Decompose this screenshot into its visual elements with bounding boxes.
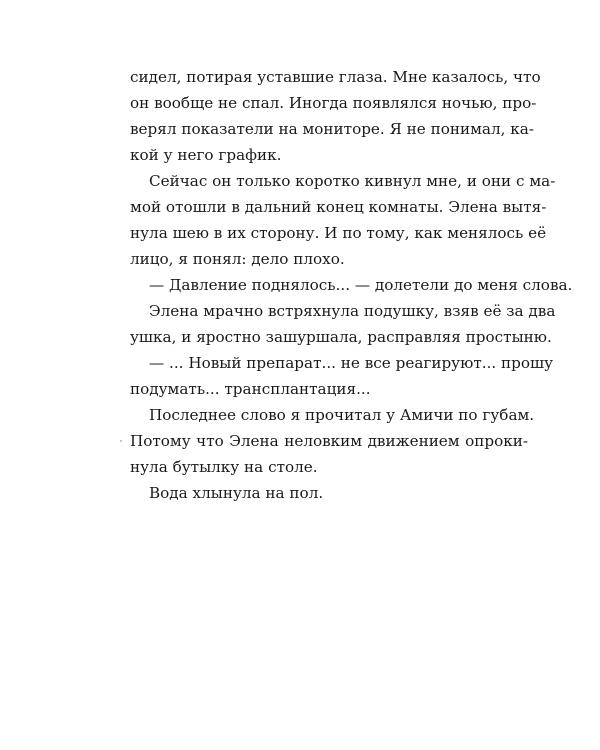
text-line: кой у него график.	[130, 146, 282, 164]
text-line: подумать... трансплантация...	[130, 380, 371, 398]
text-line: мой отошли в дальний конец комнаты. Элена вытя-	[130, 198, 547, 216]
paper-speck	[120, 440, 122, 442]
text-line: Вода хлынула на пол.	[149, 484, 324, 502]
text-line: Элена мрачно встряхнула подушку, взяв её за два	[149, 302, 556, 320]
text-line: — Давление поднялось... — долетели до меня слова.	[149, 276, 573, 294]
text-line: лицо, я понял: дело плохо.	[130, 250, 345, 268]
text-line: сидел, потирая уставшие глаза. Мне казалось, что	[130, 68, 541, 86]
text-line: он вообще не спал. Иногда появлялся ночью, про-	[130, 94, 537, 112]
text-line: верял показатели на мониторе. Я не понимал, ка-	[130, 120, 534, 138]
text-line: нула бутылку на столе.	[130, 458, 318, 476]
text-line: нула шею в их сторону. И по тому, как менялось её	[130, 224, 547, 242]
text-line: Потому что Элена неловким движением опроки-	[130, 432, 528, 450]
body-text	[130, 64, 573, 506]
text-line: Последнее слово я прочитал у Амичи по губам.	[149, 406, 535, 424]
text-line: ушка, и яростно зашуршала, расправляя простыню.	[130, 328, 552, 346]
text-line: — ... Новый препарат... не все реагируют... прошу	[149, 354, 554, 372]
text-line: Сейчас он только коротко кивнул мне, и они с ма-	[149, 172, 556, 190]
